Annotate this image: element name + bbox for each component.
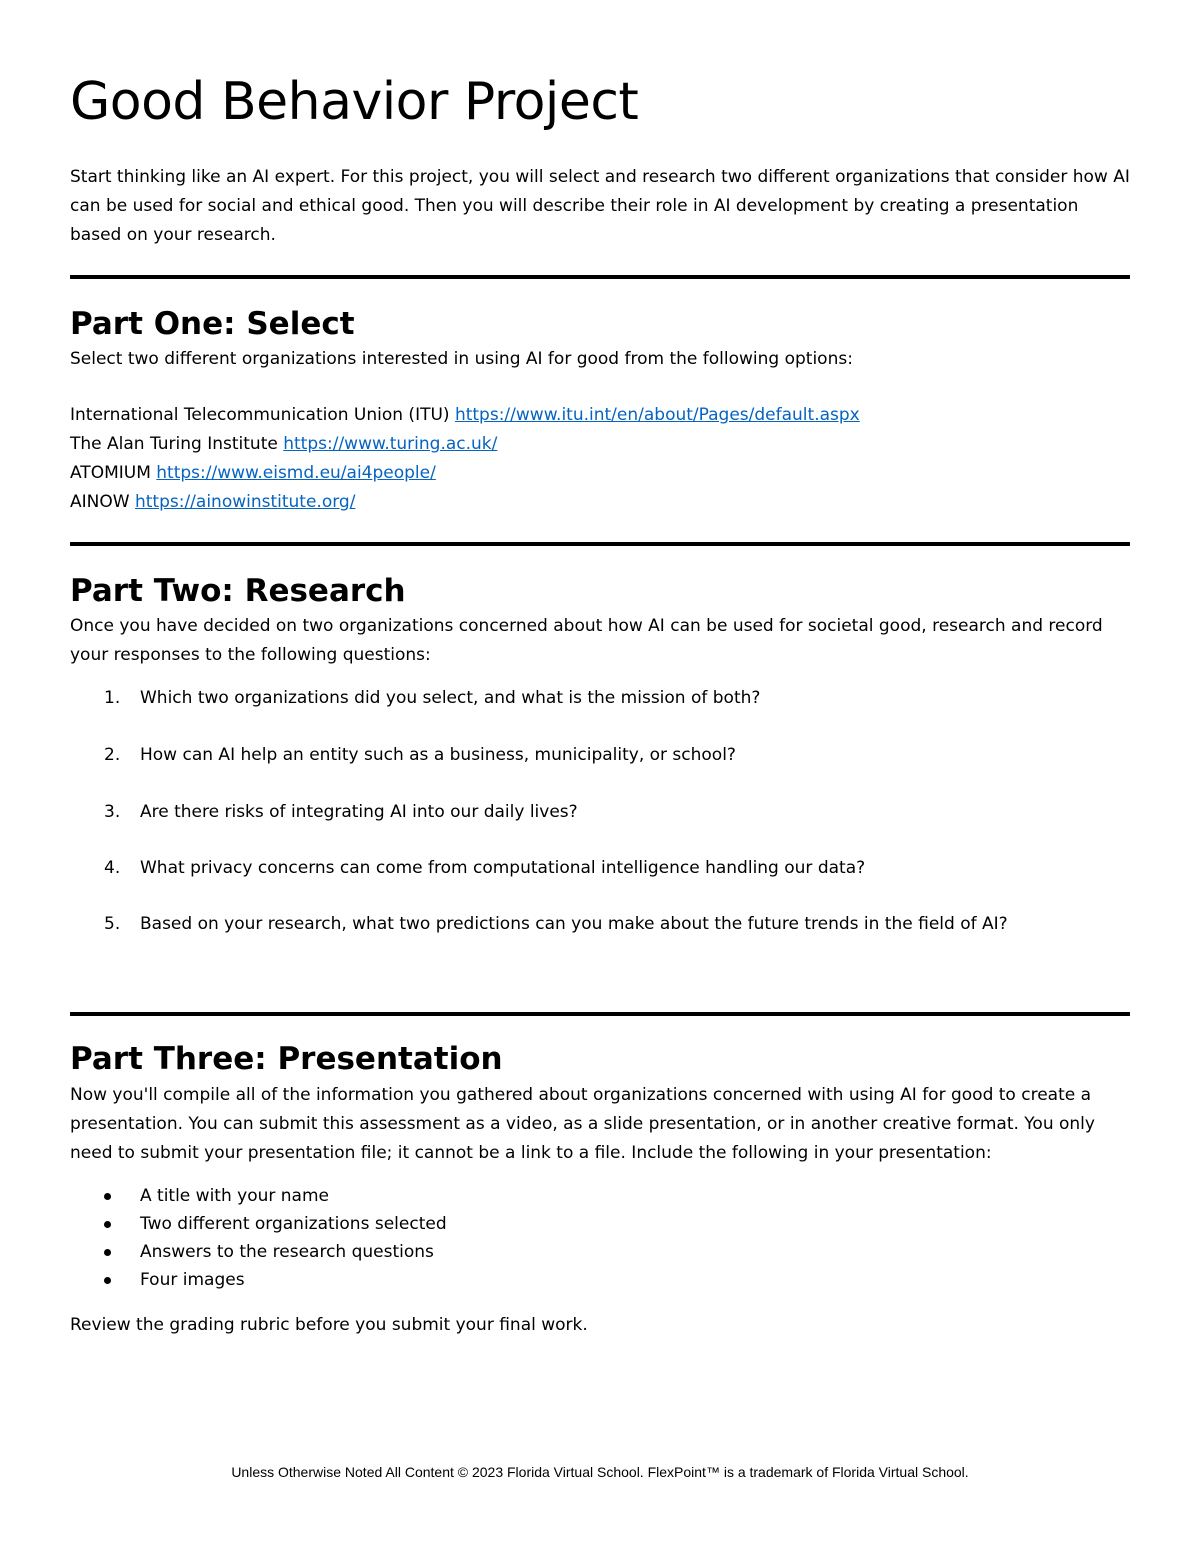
- organization-link[interactable]: https://ainowinstitute.org/: [134, 492, 356, 512]
- organization-link[interactable]: https://www.eismd.eu/ai4people/: [156, 463, 436, 483]
- bullet-text: A title with your name: [140, 1186, 329, 1206]
- question-text: How can AI help an entity such as a business, municipality, or school?: [140, 745, 736, 765]
- page-title: Good Behavior Project: [70, 72, 639, 132]
- organization-list: [70, 401, 860, 517]
- part-three-heading: Part Three: Presentation: [70, 1041, 503, 1077]
- bullet-icon: [104, 1249, 111, 1256]
- organization-name: The Alan Turing Institute: [70, 434, 278, 454]
- bullet-icon: [104, 1221, 111, 1228]
- bullet-icon: [104, 1193, 111, 1200]
- organization-name: International Telecommunication Union (ITU): [70, 405, 450, 425]
- question-text: Are there risks of integrating AI into our daily lives?: [140, 802, 578, 822]
- organization-link[interactable]: https://www.itu.int/en/about/Pages/default.aspx: [454, 405, 860, 425]
- question-text: What privacy concerns can come from computational intelligence handling our data?: [140, 858, 866, 878]
- part-two-heading: Part Two: Research: [70, 573, 406, 609]
- part-one-instructions: Select two different organizations interested in using AI for good from the following options:: [70, 349, 853, 369]
- question-number: 4.: [104, 858, 121, 878]
- organization-link[interactable]: https://www.turing.ac.uk/: [283, 434, 498, 454]
- section-divider: [70, 542, 1130, 546]
- question-number: 1.: [104, 688, 121, 708]
- question-text: Which two organizations did you select, and what is the mission of both?: [140, 688, 761, 708]
- organization-name: AINOW: [70, 492, 130, 512]
- bullet-text: Answers to the research questions: [140, 1242, 434, 1262]
- organization-item: [70, 459, 860, 488]
- bullet-icon: [104, 1277, 111, 1284]
- question-text: Based on your research, what two predictions can you make about the future trends in the field of AI?: [140, 914, 1008, 934]
- part-three-instructions: Now you'll compile all of the information you gathered about organizations concerned with using AI for good to create a presentation. You can submit this assessment as a video, as a slide presentation, or in another creative format. You only need to submit your presentation file; it cannot be a link to a file. Include the following in your presentation:: [70, 1085, 1095, 1163]
- question-number: 2.: [104, 745, 121, 765]
- organization-name: ATOMIUM: [70, 463, 151, 483]
- bullet-text: Two different organizations selected: [140, 1214, 447, 1234]
- part-two-instructions: Once you have decided on two organizations concerned about how AI can be used for societal good, research and record your responses to the following questions:: [70, 616, 1103, 665]
- part-one-heading: Part One: Select: [70, 306, 355, 342]
- closing-note: Review the grading rubric before you submit your final work.: [70, 1315, 588, 1335]
- bullet-text: Four images: [140, 1270, 245, 1290]
- intro-paragraph: Start thinking like an AI expert. For this project, you will select and research two different organizations that consider how AI can be used for social and ethical good. Then you will describe their role in AI development by creating a presentation based on your research.: [70, 167, 1130, 245]
- section-divider: [70, 275, 1130, 279]
- organization-item: [70, 430, 860, 459]
- section-divider: [70, 1012, 1130, 1016]
- copyright-footer: Unless Otherwise Noted All Content © 2023 Florida Virtual School. FlexPoint™ is a trademark of Florida Virtual School.: [231, 1464, 969, 1480]
- organization-item: [70, 401, 860, 430]
- organization-item: [70, 488, 860, 517]
- question-number: 5.: [104, 914, 121, 934]
- question-number: 3.: [104, 802, 121, 822]
